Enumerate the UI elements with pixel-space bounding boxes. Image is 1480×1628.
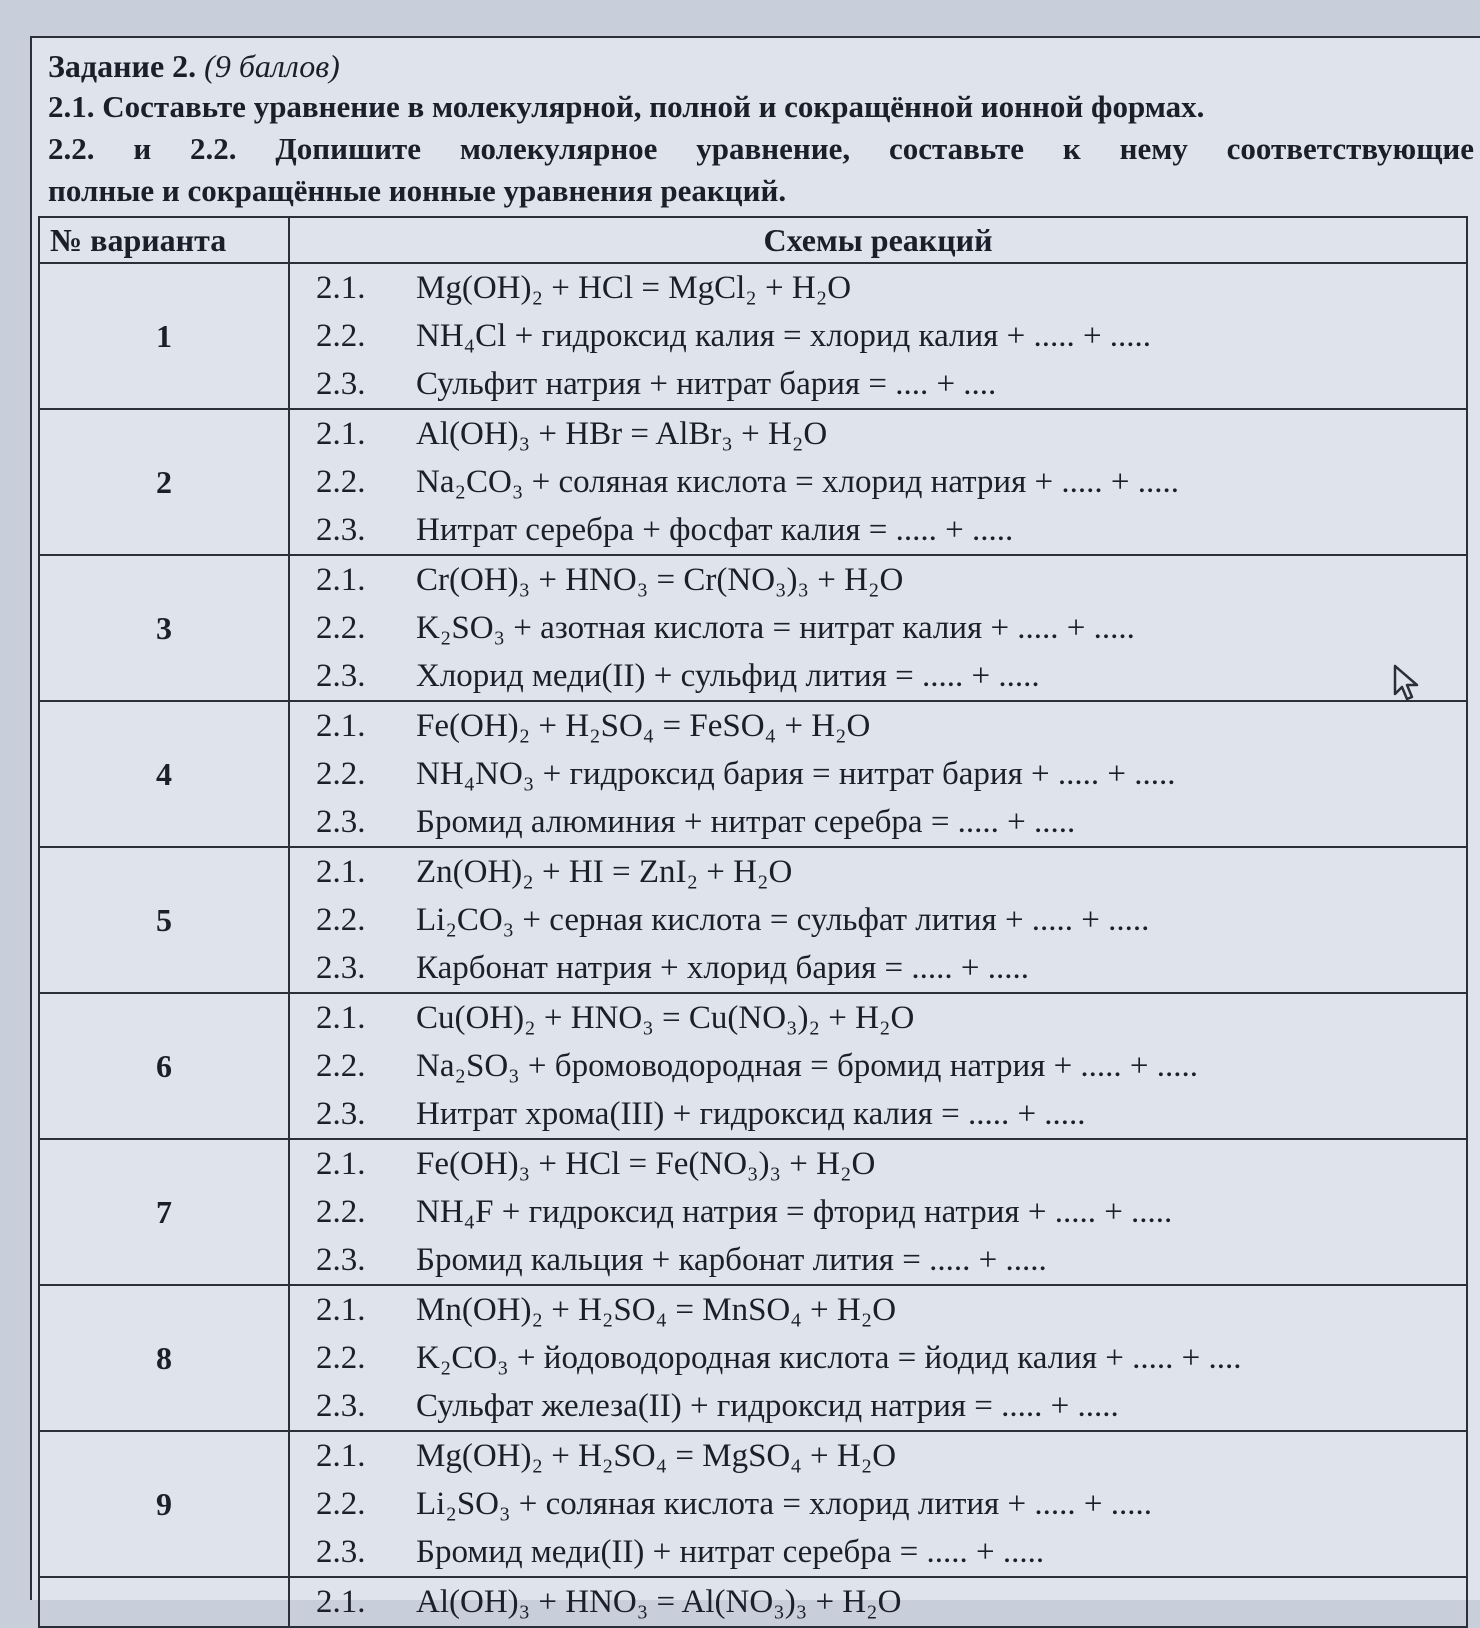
instruction-line-2: 2.2. и 2.2. Допишите молекулярное уравнение, составьте к нему соответствующие [48, 131, 1474, 166]
reaction-label: 2.2. [316, 610, 366, 646]
worksheet-page [30, 36, 1480, 1620]
reaction-schemes-cell [289, 1577, 1467, 1627]
reaction-text: Нитрат хрома(III) + гидроксид калия = ..... + ..... [416, 1096, 1086, 1132]
reaction-line [316, 702, 1466, 750]
reaction-schemes-cell [289, 555, 1467, 701]
reaction-text: Li₂CO₃ + серная кислота = сульфат лития + ..... + ..... [416, 902, 1150, 938]
variant-number: 7 [39, 1139, 289, 1285]
reaction-line [316, 1480, 1466, 1528]
task-header [32, 38, 1480, 216]
reaction-label: 2.1. [316, 1584, 366, 1620]
reaction-line [316, 360, 1466, 408]
reaction-line [316, 264, 1466, 312]
reaction-text: Mg(OH)₂ + H₂SO₄ = MgSO₄ + H₂O [416, 1438, 897, 1474]
reaction-schemes-cell [289, 847, 1467, 993]
table-row [39, 263, 1467, 409]
reaction-line [316, 652, 1466, 700]
instruction-line-3: полные и сокращённые ионные уравнения реакций. [48, 173, 787, 208]
table-row [39, 1139, 1467, 1285]
table-row [39, 409, 1467, 555]
table-row [39, 847, 1467, 993]
reaction-line [316, 1528, 1466, 1576]
reaction-label: 2.2. [316, 756, 366, 792]
variant-number: 9 [39, 1431, 289, 1577]
reaction-label: 2.1. [316, 562, 366, 598]
variant-number [39, 1577, 289, 1627]
reaction-text: Fe(OH)₃ + HCl = Fe(NO₃)₃ + H₂O [416, 1146, 876, 1182]
reaction-text: K₂SO₃ + азотная кислота = нитрат калия + ..... + ..... [416, 610, 1135, 646]
header-schemes: Схемы реакций [289, 217, 1467, 263]
reaction-label: 2.3. [316, 1534, 366, 1570]
reaction-schemes-cell [289, 1139, 1467, 1285]
reaction-text: Cr(OH)₃ + HNO₃ = Cr(NO₃)₃ + H₂O [416, 562, 904, 598]
reaction-label: 2.3. [316, 804, 366, 840]
reaction-text: NH₄F + гидроксид натрия = фторид натрия + ..... + ..... [416, 1194, 1173, 1230]
reaction-line [316, 994, 1466, 1042]
reaction-label: 2.3. [316, 1388, 366, 1424]
reaction-label: 2.1. [316, 1146, 366, 1182]
reaction-line [316, 1334, 1466, 1382]
reaction-schemes-cell [289, 263, 1467, 409]
reaction-line [316, 750, 1466, 798]
header-variant: № варианта [39, 217, 289, 263]
reaction-text: Zn(OH)₂ + HI = ZnI₂ + H₂O [416, 854, 793, 890]
reaction-label: 2.2. [316, 464, 366, 500]
reaction-label: 2.2. [316, 1340, 366, 1376]
reaction-line [316, 1286, 1466, 1334]
reaction-label: 2.3. [316, 366, 366, 402]
reaction-label: 2.1. [316, 708, 366, 744]
table-row [39, 993, 1467, 1139]
reaction-line [316, 1382, 1466, 1430]
reaction-label: 2.3. [316, 1242, 366, 1278]
reaction-line [316, 312, 1466, 360]
reaction-line [316, 1236, 1466, 1284]
variant-number: 8 [39, 1285, 289, 1431]
table-row [39, 1577, 1467, 1627]
reaction-label: 2.3. [316, 658, 366, 694]
reaction-schemes-cell [289, 1285, 1467, 1431]
reaction-schemes-cell [289, 993, 1467, 1139]
reaction-line [316, 848, 1466, 896]
reaction-label: 2.1. [316, 416, 366, 452]
reaction-text: Нитрат серебра + фосфат калия = ..... + ..... [416, 512, 1014, 548]
reaction-line [316, 556, 1466, 604]
reaction-label: 2.1. [316, 854, 366, 890]
instruction-line-1: 2.1. Составьте уравнение в молекулярной, полной и сокращённой ионной формах. [48, 89, 1205, 124]
table-header-row [39, 217, 1467, 263]
reaction-label: 2.1. [316, 1000, 366, 1036]
reaction-text: Cu(OH)₂ + HNO₃ = Cu(NO₃)₂ + H₂O [416, 1000, 915, 1036]
reaction-line [316, 798, 1466, 846]
table-row [39, 555, 1467, 701]
reaction-line [316, 1188, 1466, 1236]
reaction-label: 2.2. [316, 1048, 366, 1084]
table-row [39, 701, 1467, 847]
reaction-text: Сульфит натрия + нитрат бария = .... + .... [416, 366, 997, 402]
reaction-text: NH₄NO₃ + гидроксид бария = нитрат бария + ..... + ..... [416, 756, 1176, 792]
reaction-line [316, 458, 1466, 506]
task-title [48, 46, 1480, 86]
reaction-line [316, 410, 1466, 458]
reaction-text: Mn(OH)₂ + H₂SO₄ = MnSO₄ + H₂O [416, 1292, 897, 1328]
reaction-line [316, 1578, 1466, 1626]
task-points: (9 баллов) [204, 48, 340, 84]
reaction-text: K₂CO₃ + йодоводородная кислота = йодид калия + ..... + .... [416, 1340, 1242, 1376]
reaction-text: Al(OH)₃ + HNO₃ = Al(NO₃)₃ + H₂O [416, 1584, 902, 1620]
reaction-line [316, 1140, 1466, 1188]
reaction-label: 2.2. [316, 902, 366, 938]
reaction-line [316, 506, 1466, 554]
reaction-label: 2.2. [316, 1194, 366, 1230]
reaction-text: Na₂CO₃ + соляная кислота = хлорид натрия + ..... + ..... [416, 464, 1179, 500]
table-row [39, 1285, 1467, 1431]
reaction-text: Бромид кальция + карбонат лития = ..... + ..... [416, 1242, 1047, 1278]
variant-number: 1 [39, 263, 289, 409]
reaction-label: 2.1. [316, 1438, 366, 1474]
reaction-text: Бромид алюминия + нитрат серебра = ..... + ..... [416, 804, 1076, 840]
mouse-cursor-icon [1392, 664, 1422, 702]
reaction-text: Карбонат натрия + хлорид бария = ..... + ..... [416, 950, 1030, 986]
reaction-label: 2.3. [316, 1096, 366, 1132]
reaction-label: 2.2. [316, 1486, 366, 1522]
reaction-text: Бромид меди(II) + нитрат серебра = ..... + ..... [416, 1534, 1045, 1570]
variant-number: 5 [39, 847, 289, 993]
reaction-text: Сульфат железа(II) + гидроксид натрия = ..... + ..... [416, 1388, 1119, 1424]
variant-number: 3 [39, 555, 289, 701]
reaction-line [316, 896, 1466, 944]
table-body [39, 263, 1467, 1627]
reactions-table [38, 216, 1468, 1628]
variant-number: 2 [39, 409, 289, 555]
task-title-text: Задание 2. [48, 48, 197, 84]
variant-number: 4 [39, 701, 289, 847]
reaction-label: 2.1. [316, 270, 366, 306]
reaction-text: Fe(OH)₂ + H₂SO₄ = FeSO₄ + H₂O [416, 708, 871, 744]
reaction-line [316, 944, 1466, 992]
reaction-text: Хлорид меди(II) + сульфид лития = ..... + ..... [416, 658, 1040, 694]
reaction-line [316, 1042, 1466, 1090]
reaction-text: NH₄Cl + гидроксид калия = хлорид калия + ..... + ..... [416, 318, 1152, 354]
table-row [39, 1431, 1467, 1577]
reaction-label: 2.3. [316, 512, 366, 548]
reaction-text: Li₂SO₃ + соляная кислота = хлорид лития + ..... + ..... [416, 1486, 1152, 1522]
reaction-schemes-cell [289, 1431, 1467, 1577]
reaction-schemes-cell [289, 409, 1467, 555]
reaction-line [316, 604, 1466, 652]
reaction-text: Na₂SO₃ + бромоводородная = бромид натрия + ..... + ..... [416, 1048, 1199, 1084]
reaction-line [316, 1090, 1466, 1138]
reaction-text: Al(OH)₃ + HBr = AlBr₃ + H₂O [416, 416, 828, 452]
reaction-label: 2.2. [316, 318, 366, 354]
reaction-line [316, 1432, 1466, 1480]
reaction-label: 2.1. [316, 1292, 366, 1328]
variant-number: 6 [39, 993, 289, 1139]
reaction-label: 2.3. [316, 950, 366, 986]
reaction-text: Mg(OH)₂ + HCl = MgCl₂ + H₂O [416, 270, 852, 306]
reaction-schemes-cell [289, 701, 1467, 847]
